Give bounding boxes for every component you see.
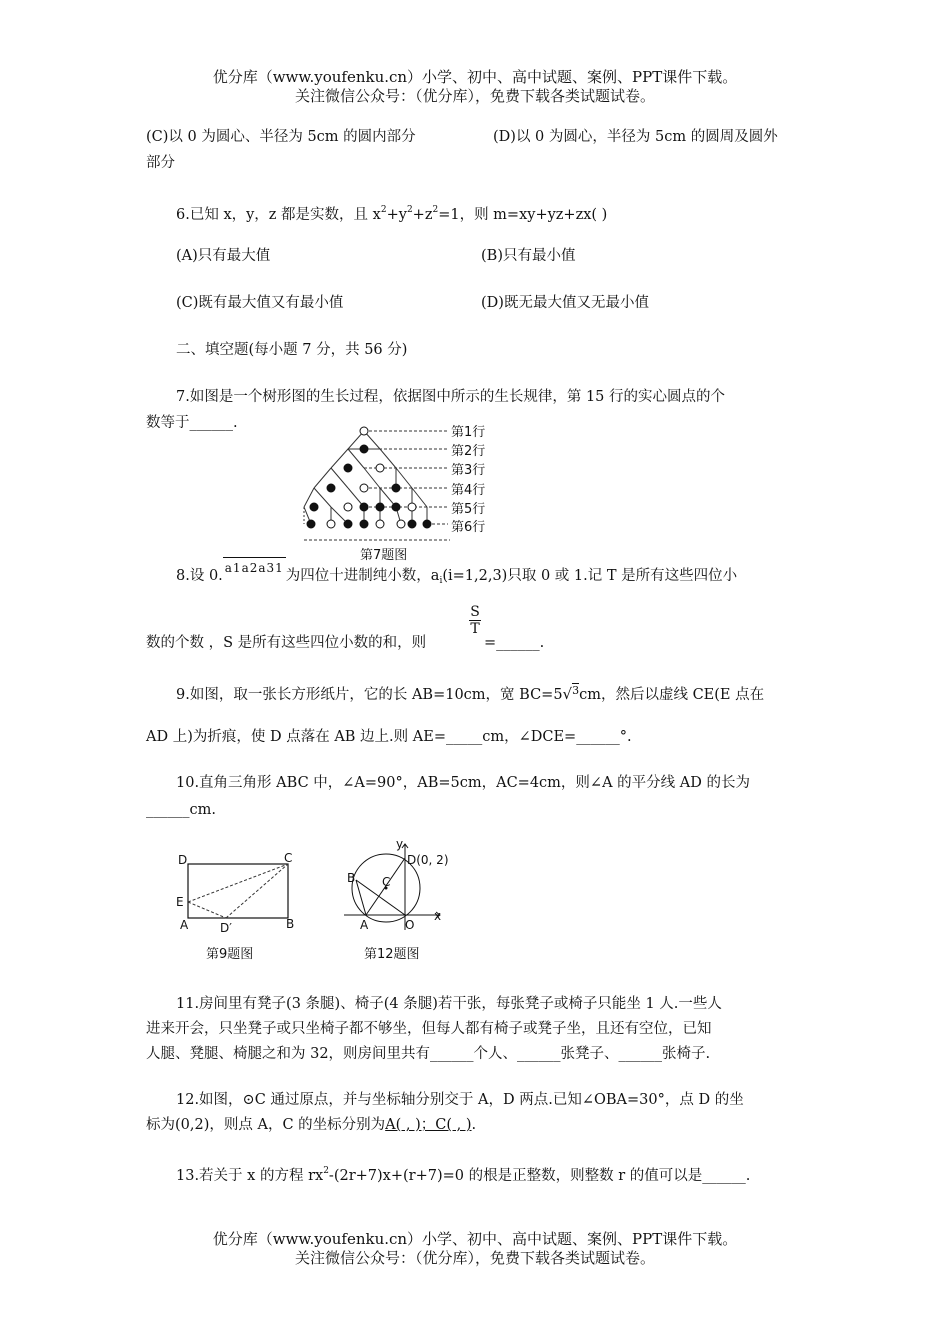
q11-line-3: 人腿、凳腿、椅腿之和为 32，则房间里共有______个人、______张凳子、______张椅子.: [146, 1046, 711, 1062]
q10-line-2: ______cm.: [146, 802, 216, 818]
header-line-2: 关注微信公众号：（优分库），免费下载各类试题试卷。: [294, 87, 655, 105]
q6-stem: 6.已知 x，y，z 都是实数，且 $x^2+y^2+z^2=1$，则 m=xy+yz+zx( ): [176, 205, 608, 223]
q10-line-1: 10.直角三角形 ABC 中，∠A=90°，AB=5cm，AC=4cm，则∠A 的平分线 AD 的长为: [176, 775, 750, 791]
q7-row-label: 第3行: [451, 463, 486, 478]
q9-line-2: AD 上)为折痕，使 D 点落在 AB 边上.则 AE=_____cm，∠DCE=______°.: [146, 729, 632, 745]
figure-9: [172, 848, 312, 966]
fig9-label-a: A: [180, 918, 189, 932]
fig12-caption: 第12题图: [364, 947, 420, 962]
q5-option-d-cont: 部分: [146, 155, 175, 171]
q8-fraction: S T: [470, 604, 480, 637]
q7-row-label: 第6行: [451, 520, 486, 535]
figure-12: [340, 838, 460, 966]
fig12-label-o: O: [405, 918, 415, 932]
fig9-label-c: C: [284, 851, 293, 865]
fig9-label-dprime: D′: [220, 921, 232, 935]
q7-row-label: 第1行: [451, 425, 486, 440]
section-2-heading: 二、填空题(每小题 7 分，共 56 分): [176, 342, 408, 358]
fig12-label-b: B: [347, 871, 356, 885]
q11-line-2: 进来开会，只坐凳子或只坐椅子都不够坐，但每人都有椅子或凳子坐，且还有空位，已知: [146, 1021, 712, 1037]
fig9-label-b: B: [286, 917, 295, 931]
q7-caption: 第7题图: [360, 548, 408, 563]
header-line-1: 优分库（www.youfenku.cn）小学、初中、高中试题、案例、PPT课件下载。: [212, 68, 738, 86]
q7-line-1: 7.如图是一个树形图的生长过程，依据图中所示的生长规律，第 15 行的实心圆点的个: [176, 389, 726, 405]
footer-line-2: 关注微信公众号：（优分库），免费下载各类试题试卷。: [294, 1249, 655, 1267]
fig12-label-a: A: [360, 918, 369, 932]
q12-line-1: 12.如图，⊙C 通过原点，并与坐标轴分别交于 A，D 两点.已知∠OBA=30°，点 D 的坐: [176, 1092, 744, 1108]
q12-line-2: 标为(0,2)，则点 A，C 的坐标分别为A( , )；C( , ).: [146, 1117, 477, 1133]
fig9-label-e: E: [176, 895, 184, 909]
q5-option-d: (D)以 0 为圆心，半径为 5cm 的圆周及圆外: [493, 129, 778, 145]
q6-option-c: (C)既有最大值又有最小值: [176, 295, 344, 311]
q7-line-2: 数等于______.: [146, 415, 238, 431]
fig12-label-c: C: [382, 875, 391, 889]
q7-row-label: 第2行: [451, 444, 486, 459]
q13-line: 13.若关于 x 的方程 $rx^2-(2r+7)x+(r+7)=0$ 的根是正整数，则整数 r 的值可以是______.: [176, 1166, 751, 1184]
q6-option-b: (B)只有最小值: [481, 248, 576, 264]
q5-option-c: (C)以 0 为圆心、半径为 5cm 的圆内部分: [146, 129, 416, 145]
q8-line-1: 8.设 0. a1a2a31 为四位十进制纯小数，$a_i(i=1,2,3)$只取 0 或 1.记 T 是所有这些四位小: [176, 565, 737, 591]
fig12-label-d: D(0, 2): [407, 853, 449, 867]
q8-line-2-answer: =______.: [484, 635, 545, 651]
q7-tree-figure: [300, 420, 500, 565]
fig12-label-x: x: [434, 909, 442, 923]
q9-line-1: 9.如图，取一张长方形纸片，它的长 AB=10cm，宽 BC=5√$^3$cm，然后以虚线 CE(E 点在: [176, 684, 765, 703]
q6-option-d: (D)既无最大值又无最小值: [481, 295, 649, 311]
q8-repeating-digits: a1a2a31: [223, 557, 286, 578]
q7-row-label: 第5行: [451, 502, 486, 517]
footer-line-1: 优分库（www.youfenku.cn）小学、初中、高中试题、案例、PPT课件下载。: [212, 1230, 738, 1248]
q6-option-a: (A)只有最大值: [176, 248, 271, 264]
fig12-label-y: y: [396, 837, 404, 851]
q8-line-2: 数的个数 ，S 是所有这些四位小数的和，则: [146, 635, 427, 651]
q11-line-1: 11.房间里有凳子(3 条腿)、椅子(4 条腿)若干张，每张凳子或椅子只能坐 1 人.一些人: [176, 996, 722, 1012]
q7-row-label: 第4行: [451, 483, 486, 498]
fig9-label-d: D: [178, 853, 188, 867]
fig9-caption: 第9题图: [206, 947, 254, 962]
